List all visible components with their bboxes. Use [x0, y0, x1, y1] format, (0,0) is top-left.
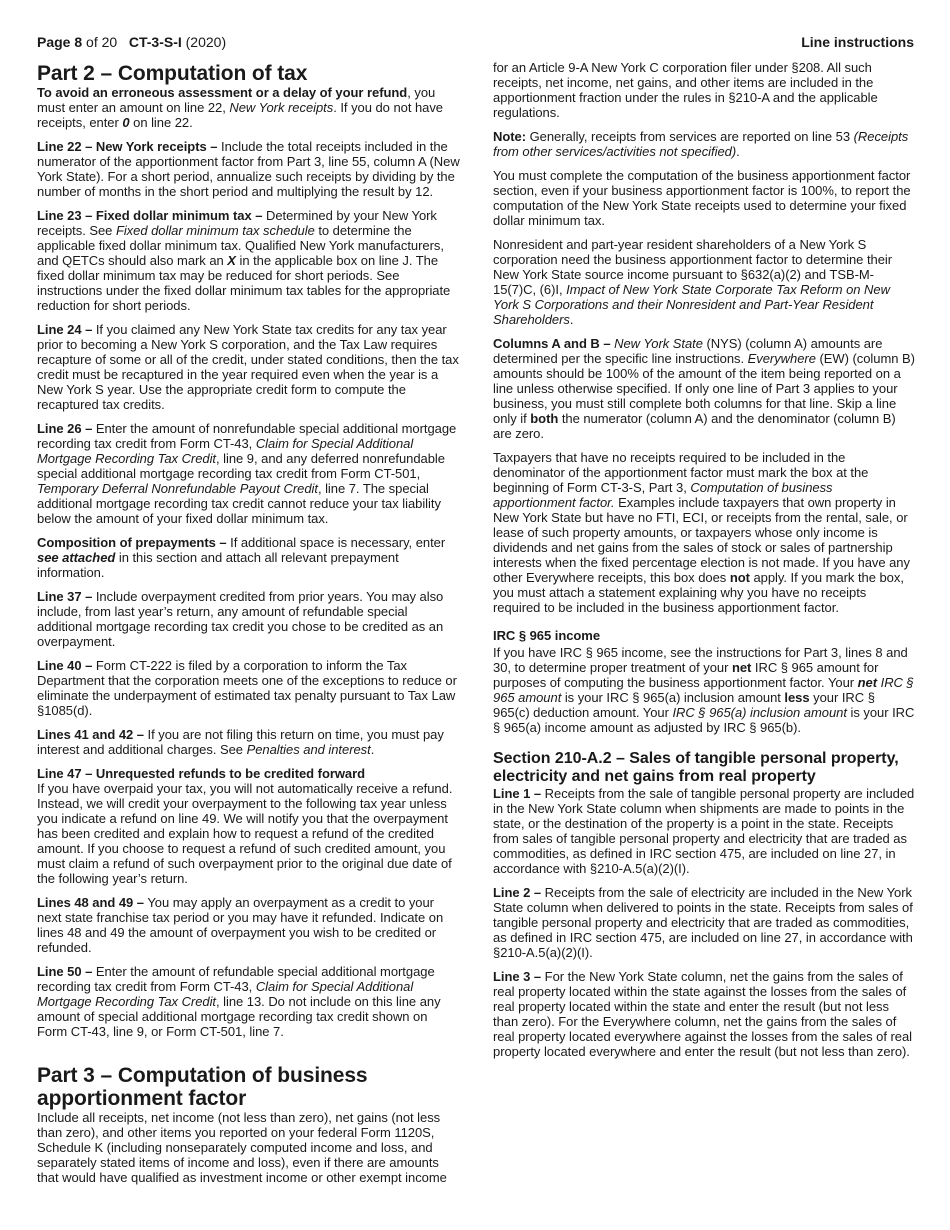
- line41-text-1: If you are not filing this return on time, you must pay interest and additional charges. See: [37, 727, 444, 757]
- continued-paragraph: for an Article 9-A New York C corporation filer under §208. All such receipts, net income, net gains, and other items are included in the apportionment fraction under the rules in §210-A and the applicable regulations.: [493, 60, 878, 120]
- line24-text: If you claimed any New York State tax credits for any tax year prior to becoming a New York S corporation, and the Tax Law requires recapture of some or all of the credit, under stated conditions, then the tax credit must be recaptured in the year required even when the year is a New York S year. Use the appropriate credit form to compute the recaptured tax credits.: [37, 322, 459, 412]
- line26-text-3: , line 7. The special additional mortgage recording tax credit cannot reduce your tax liability below the amount of your fixed dollar minimum tax.: [37, 481, 441, 526]
- line48-text: You may apply an overpayment as a credit to your next state franchise tax period or you may have it refunded. Indicate on lines 48 and 49 the amount of overpayment you wish to be credited or refunded.: [37, 895, 444, 955]
- irc-965-heading: IRC § 965 income: [493, 628, 601, 643]
- line50-text-2: , line 13. Do not include on this line any amount of special additional mortgage recording tax credit shown on Form CT-43, line 9, or Form CT-501, line 7.: [37, 994, 441, 1039]
- intro-zero: 0: [122, 115, 130, 130]
- columns-text-2: (EW) (column B) amounts should be 100% of the amount of the item being reported on a line unless otherwise specified. If only one line of Part 3 applies to your business, you must still complete both columns for that line. Skip a line only if: [493, 351, 915, 426]
- line3-paragraph: [493, 969, 915, 1059]
- line1-heading: Line 1 –: [493, 786, 542, 801]
- line24-paragraph: [37, 322, 461, 412]
- note-italic: (Receipts from other services/activities not specified): [493, 129, 909, 159]
- irc-bold-net: net: [731, 660, 752, 675]
- line23-text-2: to determine the applicable fixed dollar minimum tax. Qualified New York manufacturers, and QETCs should also mark an: [37, 223, 444, 268]
- irc-965-paragraph: [493, 645, 915, 735]
- line26-paragraph: [37, 421, 461, 526]
- nonresident-text-2: .: [569, 312, 574, 327]
- note-label: Note:: [493, 129, 527, 144]
- irc-text-3: is your IRC § 965(a) inclusion amount: [561, 690, 785, 705]
- prepayments-text-1: If additional space is necessary, enter: [226, 535, 446, 550]
- page-number-and-form: [37, 34, 226, 50]
- intro-text-1: , you must enter an amount on line 22,: [37, 85, 436, 115]
- line3-text: For the New York State column, net the gains from the sales of real property located within the state against the losses from the sales of real property located within the state and enter the result (but not less than zero). For the Everywhere column, net the gains from the sales of real property located everywhere against the losses from the sales of real property located everywhere and enter the result (but not less than zero).: [493, 969, 913, 1059]
- section-title-header: Line instructions: [801, 34, 914, 50]
- line48-heading: Lines 48 and 49 –: [37, 895, 144, 910]
- irc-bold-less: less: [784, 690, 810, 705]
- part3-paragraph: Include all receipts, net income (not less than zero), net gains (not less than zero), and other items you reported on your federal Form 1120S, Schedule K (including nonseparately computed income and loss, and separately stated items of income and loss), even if there are amounts that would have qualified as investment income or other exempt income: [37, 1110, 447, 1185]
- line50-text-1: Enter the amount of refundable special additional mortgage recording tax credit from Form CT-43,: [37, 964, 435, 994]
- columns-text-3: the numerator (column A) and the denominator (column B) are zero.: [493, 411, 896, 441]
- line24-heading: Line 24 –: [37, 322, 93, 337]
- line26-text-2: , line 9, and any deferred nonrefundable special additional mortgage recording tax credit from Form CT-501,: [37, 451, 445, 481]
- line2-paragraph: [493, 885, 915, 960]
- line37-heading: Line 37 –: [37, 589, 93, 604]
- note-paragraph: [493, 129, 915, 159]
- prepayments-heading: Composition of prepayments –: [37, 535, 227, 550]
- page-header: [37, 34, 914, 54]
- nonresident-paragraph: [493, 237, 915, 327]
- irc-text-1: If you have IRC § 965 income, see the instructions for Part 3, lines 8 and 30, to determine proper treatment of your: [493, 645, 908, 675]
- line50-italic: Claim for Special Additional Mortgage Recording Tax Credit: [37, 979, 414, 1009]
- part3-title: Part 3 – Computation of business apportionment factor: [37, 1064, 368, 1110]
- intro-italic: New York receipts: [229, 100, 334, 115]
- columns-italic-2: Everywhere: [747, 351, 816, 366]
- line26-text-1: Enter the amount of nonrefundable special additional mortgage recording tax credit from Form CT-43,: [37, 421, 457, 451]
- prepayments-see-attached: see attached: [37, 550, 116, 565]
- line2-text: Receipts from the sale of electricity are included in the New York State column when delivered to points in the state. Receipts from sales of tangible personal property and electricity that are traded as commodities, as defined in IRC section 475, are included on line 27, in accordance with §210-A.5(a)(2)(I).: [493, 885, 913, 960]
- line50-paragraph: [37, 964, 461, 1039]
- left-column: [37, 60, 461, 1230]
- line26-italic-2: Temporary Deferral Nonrefundable Payout Credit: [37, 481, 318, 496]
- line37-text: Include overpayment credited from prior years. You may also include, from last year’s return, any amount of refundable special additional mortgage recording tax credit you chose to be credited as an overpayment.: [37, 589, 444, 649]
- line23-paragraph: [37, 208, 461, 313]
- intro-text-2: . If you do not have receipts, enter: [37, 100, 443, 130]
- line22-text: Include the total receipts included in the numerator of the apportionment factor from Part 3, line 55, column A (New York State). For a short period, annualize such receipts by dividing by the number of months in the short period and multiplying the result by 12.: [37, 139, 460, 199]
- page-number: 8: [74, 34, 83, 50]
- nonresident-text-1: Nonresident and part-year resident shareholders of a New York S corporation need the business apportionment factor to determine their New York State source income pursuant to §632(a)(2) and TSB-M-15(7)C, (6)I,: [493, 237, 893, 297]
- no-receipts-paragraph: [493, 450, 915, 615]
- line48-paragraph: [37, 895, 461, 955]
- line3-heading: Line 3 –: [493, 969, 542, 984]
- columns-text-1: (NYS) (column A) amounts are determined per the specific line instructions.: [493, 336, 883, 366]
- intro-paragraph: [37, 85, 461, 130]
- irc-italic-2: IRC § 965(a) inclusion amount: [672, 705, 847, 720]
- prepayments-text-2: in this section and attach all relevant prepayment information.: [37, 550, 399, 580]
- form-id: CT-3-S-I: [128, 34, 182, 50]
- irc-text-2: IRC § 965 amount for purposes of computing the business apportionment factor. Your: [493, 660, 879, 690]
- right-column: [493, 60, 915, 1230]
- line47-paragraph: If you have overpaid your tax, you will not automatically receive a refund. Instead, we will credit your overpayment to the following tax year unless you indicate a refund on line 49. We will notify you that the overpayment has been credited and explain how to request a refund of the credited amount. If you choose to request a refund of such credited amount, you must claim a refund of such overpayment prior to the original due date of the following year’s return.: [37, 781, 453, 886]
- columns-heading: Columns A and B –: [493, 336, 611, 351]
- note-text-2: .: [736, 144, 740, 159]
- line50-heading: Line 50 –: [37, 964, 93, 979]
- page-total: of 20: [86, 34, 118, 50]
- no-receipts-bold-not: not: [729, 570, 750, 585]
- line47-heading: Line 47 – Unrequested refunds to be credited forward: [37, 766, 366, 781]
- line23-x-mark: X: [227, 253, 236, 268]
- line2-heading: Line 2 –: [493, 885, 542, 900]
- line22-paragraph: [37, 139, 461, 199]
- nonresident-italic: Impact of New York State Corporate Tax Reform on New York S Corporations and their Nonresident and Part-Year Resident Shareholders: [493, 282, 890, 327]
- page-label: Page: [37, 34, 71, 50]
- line23-heading: Line 23 – Fixed dollar minimum tax –: [37, 208, 263, 223]
- columns-paragraph: [493, 336, 915, 441]
- line40-heading: Line 40 –: [37, 658, 93, 673]
- line40-paragraph: [37, 658, 461, 718]
- line37-paragraph: [37, 589, 461, 649]
- line23-italic: Fixed dollar minimum tax schedule: [115, 223, 315, 238]
- section-210a2-title: Section 210-A.2 – Sales of tangible personal property, electricity and net gains from real property: [493, 750, 899, 785]
- columns-italic-1: New York State: [614, 336, 703, 351]
- prepayments-paragraph: [37, 535, 461, 580]
- irc-italic-1: IRC § 965 amount: [493, 675, 914, 705]
- irc-text-5: is your IRC § 965(a) income amount as adjusted by IRC § 965(b).: [493, 705, 915, 735]
- irc-bold-italic-net: net: [857, 675, 878, 690]
- line41-text-2: .: [370, 742, 375, 757]
- line23-text-1: Determined by your New York receipts. See: [37, 208, 437, 238]
- no-receipts-text-3: apply. If you mark the box, you must attach a statement explaining why you have no receipts required to be included in the business apportionment factor.: [493, 570, 904, 615]
- intro-bold: To avoid an erroneous assessment or a delay of your refund: [37, 85, 408, 100]
- no-receipts-text-1: Taxpayers that have no receipts required to be included in the denominator of the apportionment factor must mark the box at the beginning of Form CT-3-S, Part 3,: [493, 450, 869, 495]
- line26-heading: Line 26 –: [37, 421, 93, 436]
- no-receipts-italic: Computation of business apportionment factor.: [493, 480, 833, 510]
- line40-text: Form CT-222 is filed by a corporation to inform the Tax Department that the corporation meets one of the exceptions to reduce or eliminate the underpayment of estimated tax penalty pursuant to Tax Law §1085(d).: [37, 658, 457, 718]
- note-text: Generally, receipts from services are reported on line 53: [526, 129, 854, 144]
- columns-bold-both: both: [530, 411, 559, 426]
- line41-heading: Lines 41 and 42 –: [37, 727, 144, 742]
- intro-text-3: on line 22.: [129, 115, 193, 130]
- no-receipts-text-2: Examples include taxpayers that own property in New York State but have no FTI, ECI, or receipts from the rental, sale, or lease of such property amounts, or taxpayers whose only income is dividends and net gains from the sales of stock or sales of partnership interests when the fixed percentage election is not made. If you have any other Everywhere receipts, this box does: [493, 495, 910, 585]
- line22-heading: Line 22 – New York receipts –: [37, 139, 218, 154]
- line41-italic: Penalties and interest: [246, 742, 371, 757]
- form-year: (2020): [185, 34, 227, 50]
- part2-title: Part 2 – Computation of tax: [37, 62, 308, 85]
- line1-text: Receipts from the sale of tangible personal property are included in the New York State column when shipments are made to points in the state, or the destination of the property is a point in the state. Receipts from sales of tangible personal property and electricity that are traded as commodities, as defined in IRC section 475, are included on line 27, in accordance with §210-A.5(a)(2)(I).: [493, 786, 915, 876]
- line1-paragraph: [493, 786, 915, 876]
- line26-italic-1: Claim for Special Additional Mortgage Recording Tax Credit: [37, 436, 414, 466]
- irc-text-4: your IRC § 965(c) deduction amount. Your: [493, 690, 875, 720]
- line41-paragraph: [37, 727, 461, 757]
- complete-paragraph: You must complete the computation of the business apportionment factor section, even if your business apportionment factor is 100%, to report the computation of the New York State receipts used to determine your fixed dollar minimum tax.: [493, 168, 911, 228]
- line23-text-3: in the applicable box on line J. The fixed dollar minimum tax may be reduced for short periods. See instructions under the fixed dollar minimum tax tables for the appropriate reduction for short periods.: [37, 253, 451, 313]
